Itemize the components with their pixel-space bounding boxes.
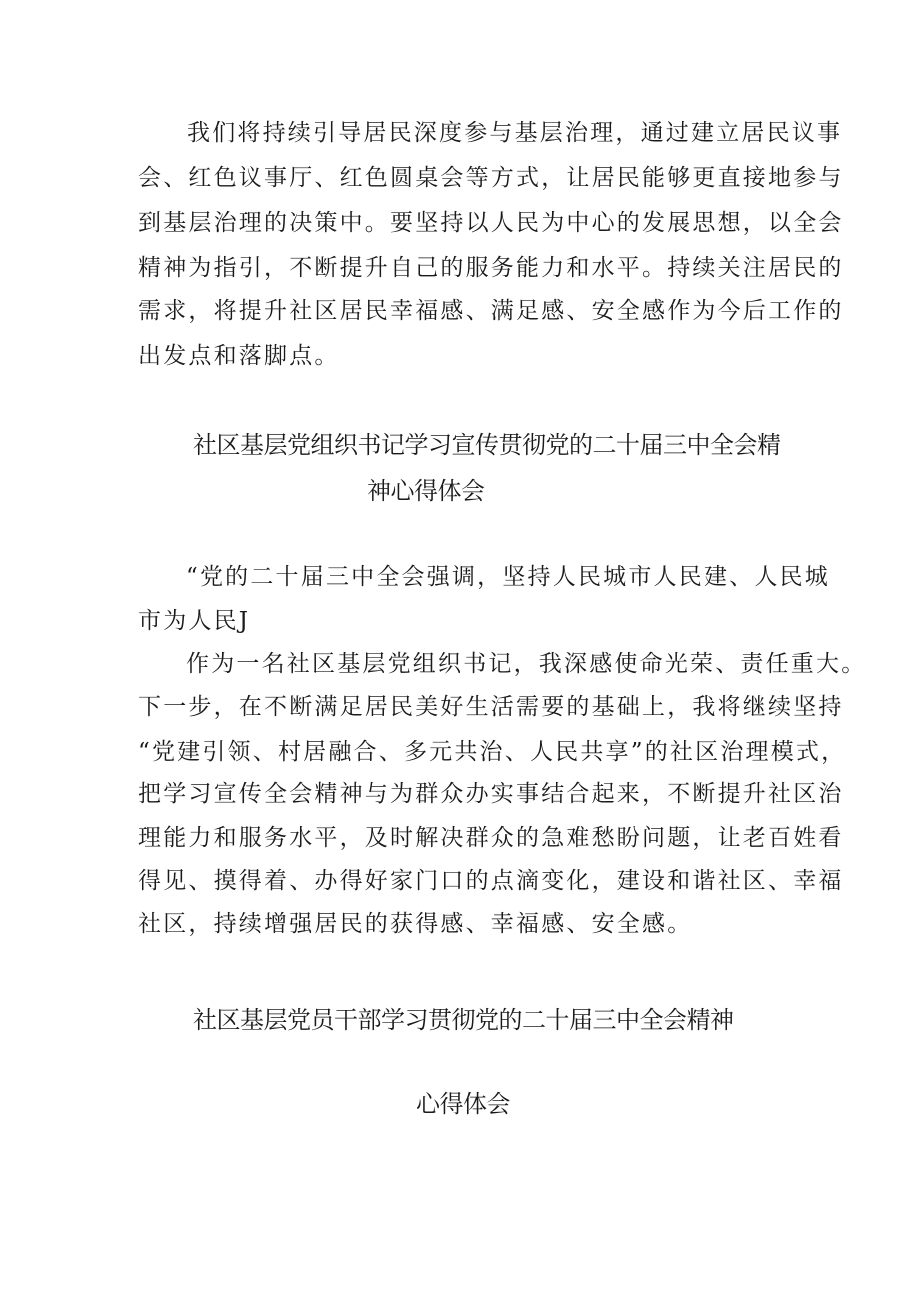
paragraph-line: 精神为指引，不断提升自己的服务能力和水平。持续关注居民的	[138, 255, 844, 281]
paragraph-line: 得见、摸得着、办得好家门口的点滴变化，建设和谐社区、幸福	[138, 868, 844, 894]
paragraph-line: 社区，持续增强居民的获得感、幸福感、安全感。	[138, 911, 693, 937]
paragraph-line: 出发点和落脚点。	[138, 343, 340, 369]
paragraph-line: 理能力和服务水平，及时解决群众的急难愁盼问题，让老百姓看	[138, 825, 844, 851]
paragraph-line: 下一步，在不断满足居民美好生活需要的基础上，我将继续坚持	[138, 694, 844, 720]
paragraph-line: 需求，将提升社区居民幸福感、满足感、安全感作为今后工作的	[138, 298, 844, 324]
paragraph-line: 我们将持续引导居民深度参与基层治理，通过建立居民议事	[187, 120, 843, 146]
paragraph-line: 把学习宣传全会精神与为群众办实事结合起来，不断提升社区治	[138, 781, 844, 807]
section-heading-continued: 神心得体会	[367, 477, 485, 505]
paragraph-line: “党建引领、村居融合、多元共治、人民共享”的社区治理模式，	[138, 739, 847, 765]
paragraph-line: 会、红色议事厅、红色圆桌会等方式，让居民能够更直接地参与	[138, 165, 844, 191]
paragraph-line: 市为人民J	[138, 608, 251, 634]
paragraph-line: 到基层治理的决策中。要坚持以人民为中心的发展思想，以全会	[138, 210, 844, 236]
section-heading: 社区基层党组织书记学习宣传贯彻党的二十届三中全会精	[193, 431, 781, 459]
paragraph-line: “党的二十届三中全会强调，坚持人民城市人民建、人民城	[186, 564, 830, 590]
section-heading-continued: 心得体会	[416, 1090, 510, 1118]
paragraph-line: 作为一名社区基层党组织书记，我深感使命光荣、责任重大。	[186, 651, 867, 677]
section-heading: 社区基层党员干部学习贯彻党的二十届三中全会精神	[193, 1006, 734, 1034]
